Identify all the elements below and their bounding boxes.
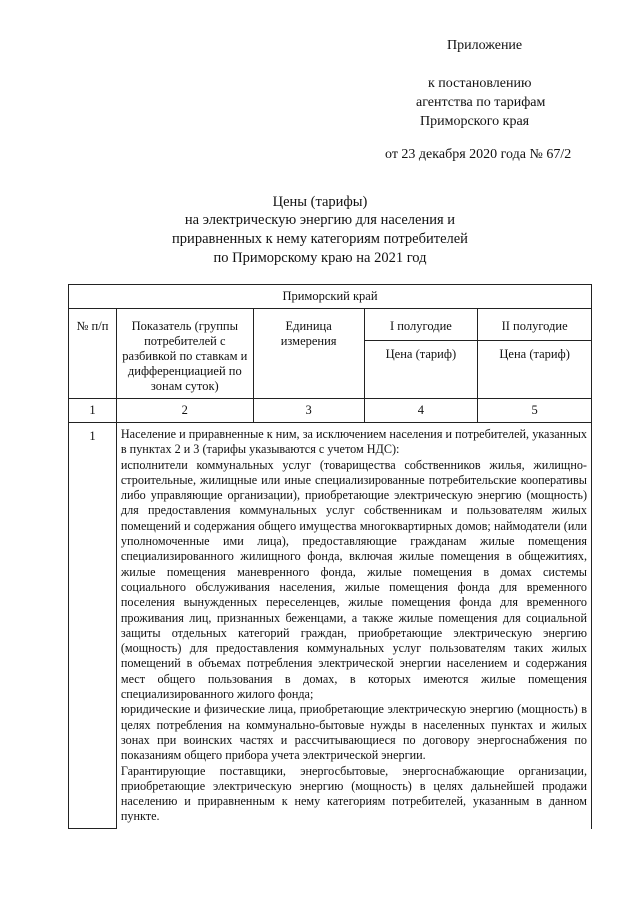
header-half2 — [478, 309, 592, 399]
ref-line-3: Приморского края — [420, 114, 530, 129]
title-line-4: по Приморскому краю на 2021 год — [213, 250, 427, 266]
header-indicator: Показатель (группы потребителей с разбивкой по ставкам и дифференциацией по зонам суток) — [116, 309, 253, 399]
title-line-1: Цены (тарифы) — [272, 194, 368, 210]
row1-description — [116, 423, 591, 829]
row1-para-2: исполнители коммунальных услуг (товарищества собственников жилья, жилищно-строительные, жилищные или иные специализированные потребительские кооперативы либо управляющие организации), приобретающие электрическую энергию (мощность) для предоставления коммунальных услуг собственникам и пользователям жилых помещений и содержания общего имущества многоквартирных домов; наймодатели (или уполномоченные ими лица), предоставляющие гражданам жилые помещения специализированного жилищного фонда, включая жилые помещения в общежитиях, жилые помещения маневренного фонда, жилые помещения в домах системы социального обслуживания населения, жилые помещения фонда для временного поселения вынужденных переселенцев, жилые помещения фонда для временного проживания лиц, признанных беженцами, а также жилые помещения для социальной защиты отдельных категорий граждан, приобретающие электрическую энергию (мощность) для предоставления коммунальных услуг пользователям таких жилых помещений в объемах потребления электрической энергии населением и содержания мест общего пользования в домах, в которых имеются жилые помещения специализированного жилого фонда; — [120, 457, 587, 702]
ref-line-2: агентства по тарифам — [416, 95, 546, 110]
row1-para-4: Гарантирующие поставщики, энергосбытовые, энергоснабжающие организации, приобретающие электрическую энергию (мощность) в целях дальнейшей продажи населению и приравненным к нему категориям потребителей, указанным в данном пункте. — [120, 763, 587, 824]
row1-num: 1 — [69, 423, 117, 829]
header-half1 — [364, 309, 478, 399]
colnum-4: 4 — [364, 399, 478, 423]
table-region-row — [69, 285, 592, 309]
ref-date: от 23 декабря 2020 года № 67/2 — [385, 147, 572, 162]
colnum-5: 5 — [478, 399, 592, 423]
table-row — [69, 423, 592, 829]
header-half2-label: II полугодие — [478, 319, 591, 341]
table-colnum-row — [69, 399, 592, 423]
header-half2-price: Цена (тариф) — [499, 347, 570, 361]
header-half1-price: Цена (тариф) — [385, 347, 457, 361]
region-cell: Приморский край — [69, 285, 592, 309]
header-num: № п/п — [69, 309, 117, 399]
colnum-1: 1 — [69, 399, 117, 423]
ref-line-1: к постановлению — [428, 76, 532, 91]
colnum-3: 3 — [253, 399, 364, 423]
title-line-3: приравненных к нему категориям потребителей — [172, 231, 468, 247]
tariff-table — [68, 284, 592, 829]
appendix-label: Приложение — [447, 38, 523, 53]
colnum-2: 2 — [116, 399, 253, 423]
table-header-row — [69, 309, 592, 399]
row1-para-1: Население и приравненные к ним, за исключением населения и потребителей, указанных в пунктах 2 и 3 (тарифы указываются с учетом НДС): — [120, 427, 587, 457]
header-half1-label: I полугодие — [365, 319, 478, 341]
row1-para-3: юридические и физические лица, приобретающие электрическую энергию (мощность) в целях потребления на коммунально-бытовые нужды в населенных пунктах и жилых зонах при воинских частях и рассчитывающиеся по договору энергоснабжения по показаниям общего прибора учета электрической энергии. — [120, 702, 587, 763]
title-line-2: на электрическую энергию для населения и — [184, 212, 456, 228]
header-unit: Единица измерения — [253, 309, 364, 399]
